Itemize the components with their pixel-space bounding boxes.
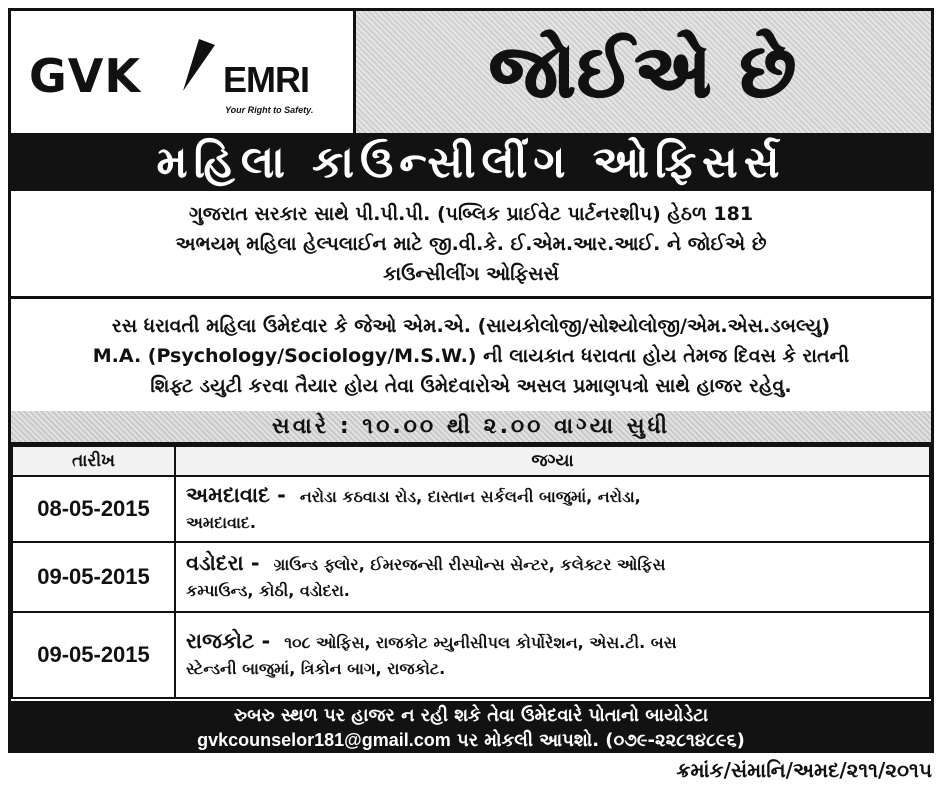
row-place: [175, 612, 930, 698]
headline: જોઈએ છે: [489, 29, 798, 113]
reference-number: ક્રમાંક/સંમાનિ/અમદ/૨૧૧/૨૦૧૫: [676, 758, 932, 782]
table-row: [12, 476, 930, 542]
logo: [11, 11, 356, 133]
header-place: જગ્યા: [175, 446, 930, 476]
row-date: 08-05-2015: [12, 476, 175, 542]
row-date: 09-05-2015: [12, 612, 175, 698]
row-address-line1: ગ્રાઉન્ડ ફ્લોર, ઈમરજન્સી રીસ્પોન્સ સેન્ટર, કલેક્ટર ઓફિસ: [273, 555, 666, 574]
footer-bar: [11, 701, 931, 753]
time-banner: [11, 411, 931, 445]
intro-line: કાઉન્સીલીંગ ઓફિસર્સ: [383, 263, 559, 285]
row-city: રાજકોટ -: [186, 629, 271, 653]
logo-emri-text: EMRI: [223, 59, 309, 100]
row-place: [175, 542, 930, 612]
intro-text: [11, 191, 931, 299]
logo-tagline: Your Right to Safety.: [225, 105, 314, 115]
row-address-line1: નરોડા કઠવાડા રોડ, દાસ્તાન સર્કલની બાજુમાં, નરોડા,: [299, 487, 641, 506]
contact-email: gvkcounselor181@gmail.com: [197, 730, 451, 750]
row-address-line2: સ્ટેન્ડની બાજુમાં, ત્રિકોન બાગ, રાજકોટ.: [186, 659, 446, 678]
header-date: તારીખ: [12, 446, 175, 476]
advertisement-frame: [8, 8, 934, 753]
schedule-table: [11, 445, 931, 699]
eligibility-line: શિફ્ટ ડયુટી કરવા તૈયાર હોય તેવા ઉમેદવારોએ અસલ પ્રમાણપત્રો સાથે હાજર રહેવુ.: [150, 375, 792, 397]
row-date: 09-05-2015: [12, 542, 175, 612]
table-row: [12, 542, 930, 612]
table-row: [12, 612, 930, 698]
interview-time: સવારે : ૧૦.૦૦ થી ૨.૦૦ વાગ્યા સુધી: [271, 414, 671, 439]
row-city: અમદાવાદ -: [186, 483, 286, 507]
page-title: મહિલા કાઉન્સીલીંગ ઓફિસર્સ: [156, 136, 786, 188]
row-address-line2: કમ્પાઉન્ડ, કોઠી, વડોદરા.: [186, 581, 350, 600]
row-place: [175, 476, 930, 542]
header: [11, 11, 931, 133]
eligibility-line: રસ ધરાવતી મહિલા ઉમેદવાર કે જેઓ એમ.એ. (સાયકોલોજી/સોશ્યોલોજી/એમ.એસ.ડબલ્યુ): [111, 315, 831, 337]
headline-banner: [356, 11, 931, 133]
title-bar: [11, 133, 931, 191]
footer-line: [11, 728, 931, 753]
footer-line: રુબરુ સ્થળ પર હાજર ન રહી શકે તેવા ઉમેદવારે પોતાનો બાયોડેટા: [233, 705, 709, 726]
intro-line: અભયમ્ મહિલા હેલ્પલાઈન માટે જી.વી.કે. ઈ.એમ.આર.આઈ. ને જોઈએ છે: [175, 233, 767, 255]
row-city: વડોદરા -: [186, 551, 260, 575]
footer-contact-text: પર મોકલી આપશો. (૦૭૯-૨૨૮૧૪૮૯૬): [457, 730, 745, 751]
logo-swoosh-icon: [179, 35, 219, 95]
row-address-line1: ૧૦૮ ઓફિસ, રાજકોટ મ્યુનીસીપલ કોર્પોરેશન, એસ.ટી. બસ: [284, 633, 677, 652]
eligibility-text: [11, 299, 931, 411]
logo-gvk-text: GVK: [29, 49, 142, 103]
row-address-line2: અમદાવાદ.: [186, 513, 256, 532]
intro-line: ગુજરાત સરકાર સાથે પી.પી.પી. (પબ્લિક પ્રાઈવેટ પાર્ટનરશીપ) હેઠળ 181: [188, 203, 754, 225]
eligibility-line: M.A. (Psychology/Sociology/M.S.W.) ની લાયકાત ધરાવતા હોય તેમજ દિવસ કે રાતની: [92, 345, 850, 367]
